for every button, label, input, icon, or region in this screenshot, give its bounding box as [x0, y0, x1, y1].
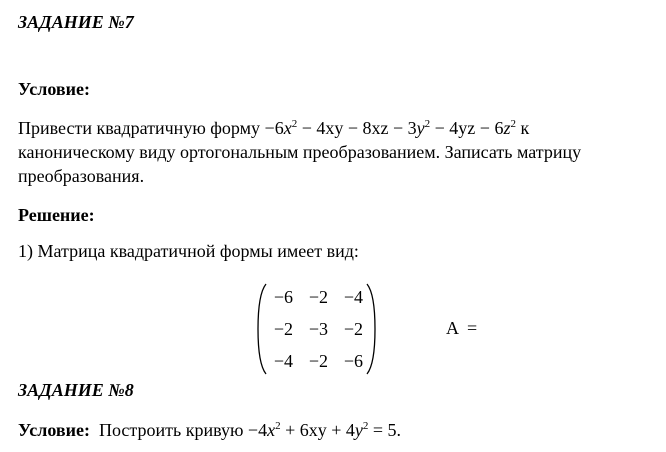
quadratic-form-matrix	[257, 282, 376, 376]
matrix-cell: −4	[273, 351, 293, 371]
condition-text-mid1: − 4xy − 8xz − 3	[297, 118, 417, 138]
task7-heading: ЗАДАНИЕ №7	[18, 12, 134, 32]
task8-text-mid: + 6xy + 4	[280, 420, 355, 440]
exponent: 2	[510, 118, 516, 130]
right-parenthesis	[366, 282, 376, 376]
matrix-cell: −6	[273, 287, 293, 307]
task7-step1: 1) Матрица квадратичной формы имеет вид:	[18, 241, 359, 261]
task7-condition-line1	[18, 117, 529, 139]
task8-condition	[18, 419, 401, 441]
matrix-cell: −6	[343, 351, 363, 371]
matrix-cell: −2	[273, 319, 293, 339]
condition-text-start: Привести квадратичную форму −6	[18, 118, 284, 138]
matrix-cell: −4	[343, 287, 363, 307]
matrix-cell: −3	[308, 319, 328, 339]
condition-text-mid2: − 4yz − 6	[430, 118, 504, 138]
left-parenthesis	[257, 282, 267, 376]
task7-condition-line3: преобразования.	[18, 166, 145, 186]
task8-text-start: Построить кривую −4	[98, 420, 268, 440]
exponent: 2	[424, 118, 431, 130]
matrix-name: A =	[446, 318, 478, 338]
task7-condition-label: Условие:	[18, 79, 90, 99]
exponent: 2	[275, 420, 281, 432]
var-x: x	[283, 118, 292, 138]
task8-condition-label: Условие:	[18, 420, 90, 440]
var-y: y	[354, 420, 363, 440]
task7-solution-label: Решение:	[18, 205, 95, 225]
task8-text-end: = 5.	[368, 420, 402, 440]
exponent: 2	[291, 118, 298, 130]
task8-heading: ЗАДАНИЕ №8	[18, 380, 134, 400]
exponent: 2	[362, 420, 369, 432]
matrix-cell: −2	[308, 287, 328, 307]
task7-condition-line2: каноническому виду ортогональным преобразованием. Записать матрицу	[18, 142, 582, 162]
var-z: z	[503, 118, 511, 138]
var-y: y	[416, 118, 425, 138]
matrix-cell: −2	[308, 351, 328, 371]
condition-text-end: к	[515, 118, 530, 138]
var-x: x	[267, 420, 276, 440]
matrix-cell: −2	[343, 319, 363, 339]
